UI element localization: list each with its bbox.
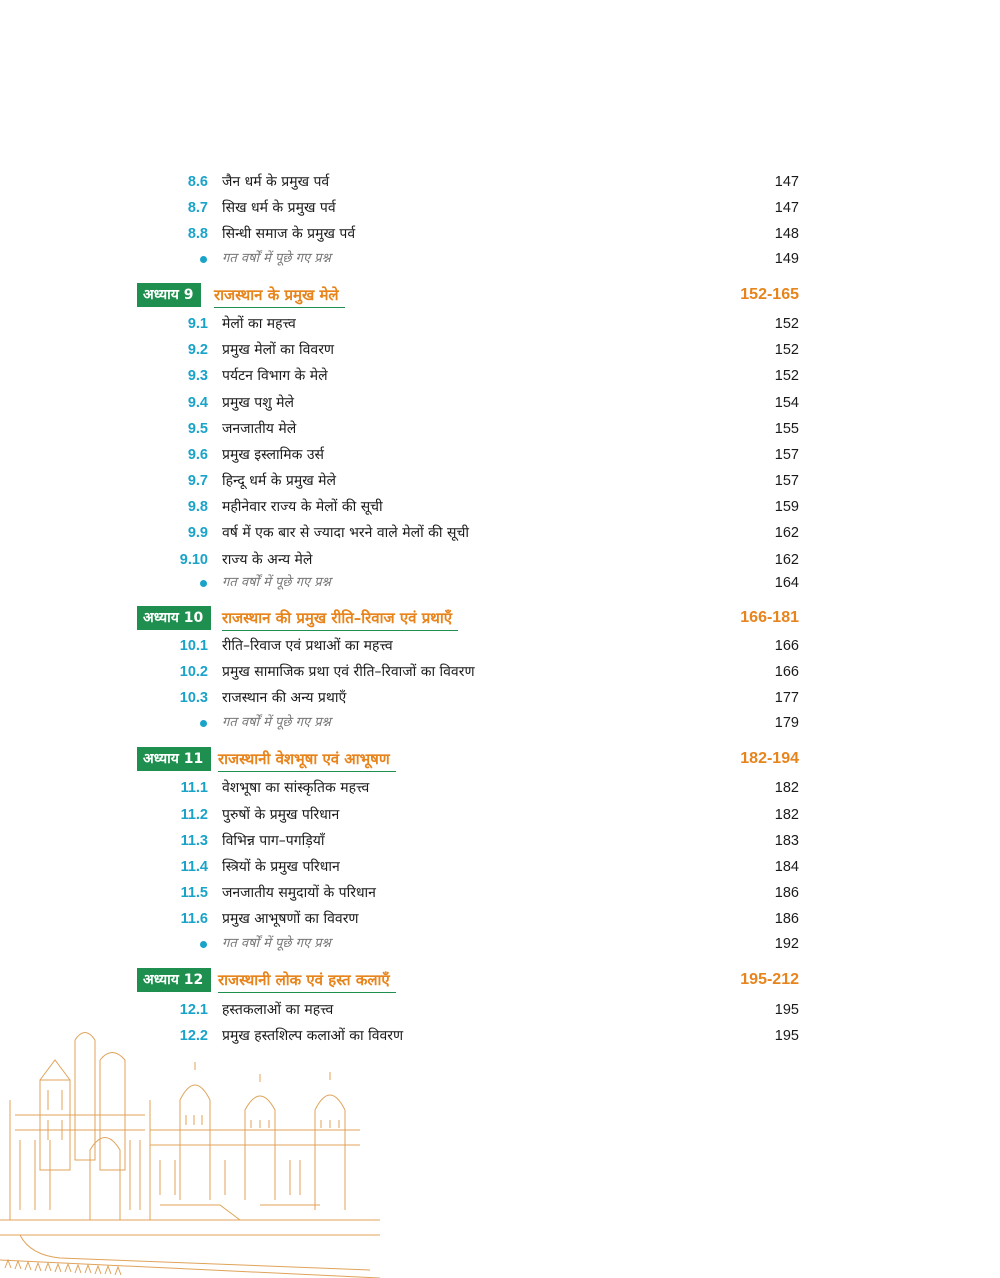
page-number: 186	[774, 885, 799, 901]
bullet-icon	[200, 720, 207, 727]
section-title: गत वर्षों में पूछे गए प्रश्न	[222, 936, 331, 951]
section-number: 8.6	[187, 174, 208, 190]
fort-tower-left	[40, 1033, 125, 1171]
page-number: 195	[774, 1002, 799, 1018]
toc-entry[interactable]	[0, 830, 1000, 852]
page-number: 166	[774, 664, 799, 680]
toc-entry[interactable]	[0, 339, 1000, 361]
chapter-tag: अध्याय 10	[137, 606, 211, 630]
section-title: स्त्रियों के प्रमुख परिधान	[222, 859, 340, 875]
section-title: वर्ष में एक बार से ज्यादा भरने वाले मेलों की सूची	[222, 525, 469, 541]
section-title: मेलों का महत्त्व	[222, 316, 296, 332]
page-number: 157	[774, 447, 799, 463]
chapter-heading-11[interactable]	[0, 747, 1000, 773]
chapter-page-range: 195-212	[740, 971, 799, 988]
section-title: प्रमुख इस्लामिक उर्स	[222, 447, 325, 463]
section-number: 10.1	[179, 638, 208, 654]
section-number: 9.3	[187, 368, 208, 384]
toc-entry[interactable]	[0, 313, 1000, 335]
page-number: 177	[774, 690, 799, 706]
toc-entry[interactable]	[0, 444, 1000, 466]
page-number: 148	[774, 226, 799, 242]
section-title: प्रमुख आभूषणों का विवरण	[222, 911, 359, 927]
toc-entry[interactable]	[0, 549, 1000, 571]
section-number: 9.1	[187, 316, 208, 332]
toc-entry[interactable]	[0, 687, 1000, 709]
page-number: 152	[774, 368, 799, 384]
chapter-page-range: 182-194	[740, 750, 799, 767]
section-title: पुरुषों के प्रमुख परिधान	[222, 807, 340, 823]
chapter-heading-10[interactable]	[0, 606, 1000, 632]
toc-entry[interactable]	[0, 856, 1000, 878]
bullet-icon	[200, 580, 207, 587]
section-title: सिन्धी समाज के प्रमुख पर्व	[222, 226, 356, 242]
page-number: 155	[774, 421, 799, 437]
section-number: 12.1	[179, 1002, 208, 1018]
section-title: राज्य के अन्य मेले	[222, 552, 313, 568]
page-number: 166	[774, 638, 799, 654]
page-number: 162	[774, 552, 799, 568]
section-number: 8.8	[187, 226, 208, 242]
page-number: 192	[774, 936, 799, 952]
section-number: 8.7	[187, 200, 208, 216]
toc-entry[interactable]	[0, 804, 1000, 826]
toc-entry[interactable]	[0, 496, 1000, 518]
page-number: 157	[774, 473, 799, 489]
toc-entry[interactable]	[0, 171, 1000, 193]
fort-domes	[150, 1062, 360, 1210]
toc-entry[interactable]	[0, 908, 1000, 930]
toc-entry[interactable]	[0, 470, 1000, 492]
page-number: 186	[774, 911, 799, 927]
bullet-icon	[200, 941, 207, 948]
section-title: विभिन्न पाग–पगड़ियाँ	[222, 833, 325, 849]
section-number: 11.1	[180, 780, 208, 796]
section-title: गत वर्षों में पूछे गए प्रश्न	[222, 715, 331, 730]
page-number: 164	[774, 575, 799, 591]
toc-entry-previous-questions[interactable]	[0, 933, 1000, 955]
chapter-page-range: 166-181	[740, 609, 799, 626]
section-number: 11.5	[180, 885, 208, 901]
section-title: राजस्थान की अन्य प्रथाएँ	[222, 690, 347, 706]
section-number: 9.4	[187, 395, 208, 411]
toc-entry[interactable]	[0, 392, 1000, 414]
page-number: 152	[774, 316, 799, 332]
section-number: 12.2	[179, 1028, 208, 1044]
page-number: 183	[774, 833, 799, 849]
toc-entry[interactable]	[0, 661, 1000, 683]
chapter-tag: अध्याय 12	[137, 968, 211, 992]
section-title: हिन्दू धर्म के प्रमुख मेले	[222, 473, 337, 489]
chapter-title: राजस्थानी वेशभूषा एवं आभूषण	[218, 747, 396, 772]
toc-entry[interactable]	[0, 777, 1000, 799]
section-title: जनजातीय मेले	[222, 421, 297, 437]
toc-entry-previous-questions[interactable]	[0, 248, 1000, 270]
page-number: 147	[774, 200, 799, 216]
section-title: गत वर्षों में पूछे गए प्रश्न	[222, 251, 331, 266]
page-number: 149	[774, 251, 799, 267]
section-number: 11.4	[180, 859, 208, 875]
toc-entry-previous-questions[interactable]	[0, 712, 1000, 734]
chapter-title: राजस्थान के प्रमुख मेले	[214, 283, 345, 308]
section-title: प्रमुख मेलों का विवरण	[222, 342, 335, 358]
section-title: प्रमुख सामाजिक प्रथा एवं रीति–रिवाजों का विवरण	[222, 664, 475, 680]
section-title: जनजातीय समुदायों के परिधान	[222, 885, 376, 901]
chapter-tag: अध्याय 9	[137, 283, 201, 307]
toc-entry[interactable]	[0, 999, 1000, 1021]
page-number: 179	[774, 715, 799, 731]
page-number: 159	[774, 499, 799, 515]
bullet-icon	[200, 256, 207, 263]
section-number: 11.6	[180, 911, 208, 927]
chapter-heading-12[interactable]	[0, 968, 1000, 994]
fort-ramparts	[0, 1205, 380, 1278]
section-title: पर्यटन विभाग के मेले	[222, 368, 328, 384]
page-number: 195	[774, 1028, 799, 1044]
section-number: 9.7	[187, 473, 208, 489]
toc-entry[interactable]	[0, 365, 1000, 387]
toc-entry[interactable]	[0, 197, 1000, 219]
section-title: प्रमुख पशु मेले	[222, 395, 295, 411]
fort-illustration	[0, 1020, 380, 1278]
chapter-title: राजस्थान की प्रमुख रीति–रिवाज एवं प्रथाएँ	[222, 606, 458, 631]
page-number: 147	[774, 174, 799, 190]
section-number: 9.2	[187, 342, 208, 358]
section-number: 10.3	[179, 690, 208, 706]
chapter-title: राजस्थानी लोक एवं हस्त कलाएँ	[218, 968, 396, 993]
toc-entry-previous-questions[interactable]	[0, 572, 1000, 594]
section-number: 9.10	[179, 552, 208, 568]
section-title: वेशभूषा का सांस्कृतिक महत्त्व	[222, 780, 370, 796]
section-number: 11.3	[180, 833, 208, 849]
page-number: 154	[774, 395, 799, 411]
section-number: 9.9	[187, 525, 208, 541]
toc-entry[interactable]	[0, 418, 1000, 440]
section-number: 11.2	[180, 807, 208, 823]
chapter-tag: अध्याय 11	[137, 747, 211, 771]
page-number: 152	[774, 342, 799, 358]
chapter-page-range: 152-165	[740, 286, 799, 303]
toc-entry[interactable]	[0, 882, 1000, 904]
section-number: 9.5	[187, 421, 208, 437]
section-title: हस्तकलाओं का महत्त्व	[222, 1002, 334, 1018]
toc-entry[interactable]	[0, 522, 1000, 544]
page-number: 184	[774, 859, 799, 875]
section-title: रीति–रिवाज एवं प्रथाओं का महत्त्व	[222, 638, 393, 654]
section-title: जैन धर्म के प्रमुख पर्व	[222, 174, 330, 190]
section-number: 9.6	[187, 447, 208, 463]
chapter-heading-9[interactable]	[0, 283, 1000, 309]
page-number: 182	[774, 780, 799, 796]
toc-entry[interactable]	[0, 635, 1000, 657]
section-number: 9.8	[187, 499, 208, 515]
section-number: 10.2	[179, 664, 208, 680]
section-title: सिख धर्म के प्रमुख पर्व	[222, 200, 336, 216]
page-number: 182	[774, 807, 799, 823]
section-title: गत वर्षों में पूछे गए प्रश्न	[222, 575, 331, 590]
section-title: महीनेवार राज्य के मेलों की सूची	[222, 499, 383, 515]
toc-entry[interactable]	[0, 223, 1000, 245]
page-number: 162	[774, 525, 799, 541]
section-title: प्रमुख हस्तशिल्प कलाओं का विवरण	[222, 1028, 404, 1044]
